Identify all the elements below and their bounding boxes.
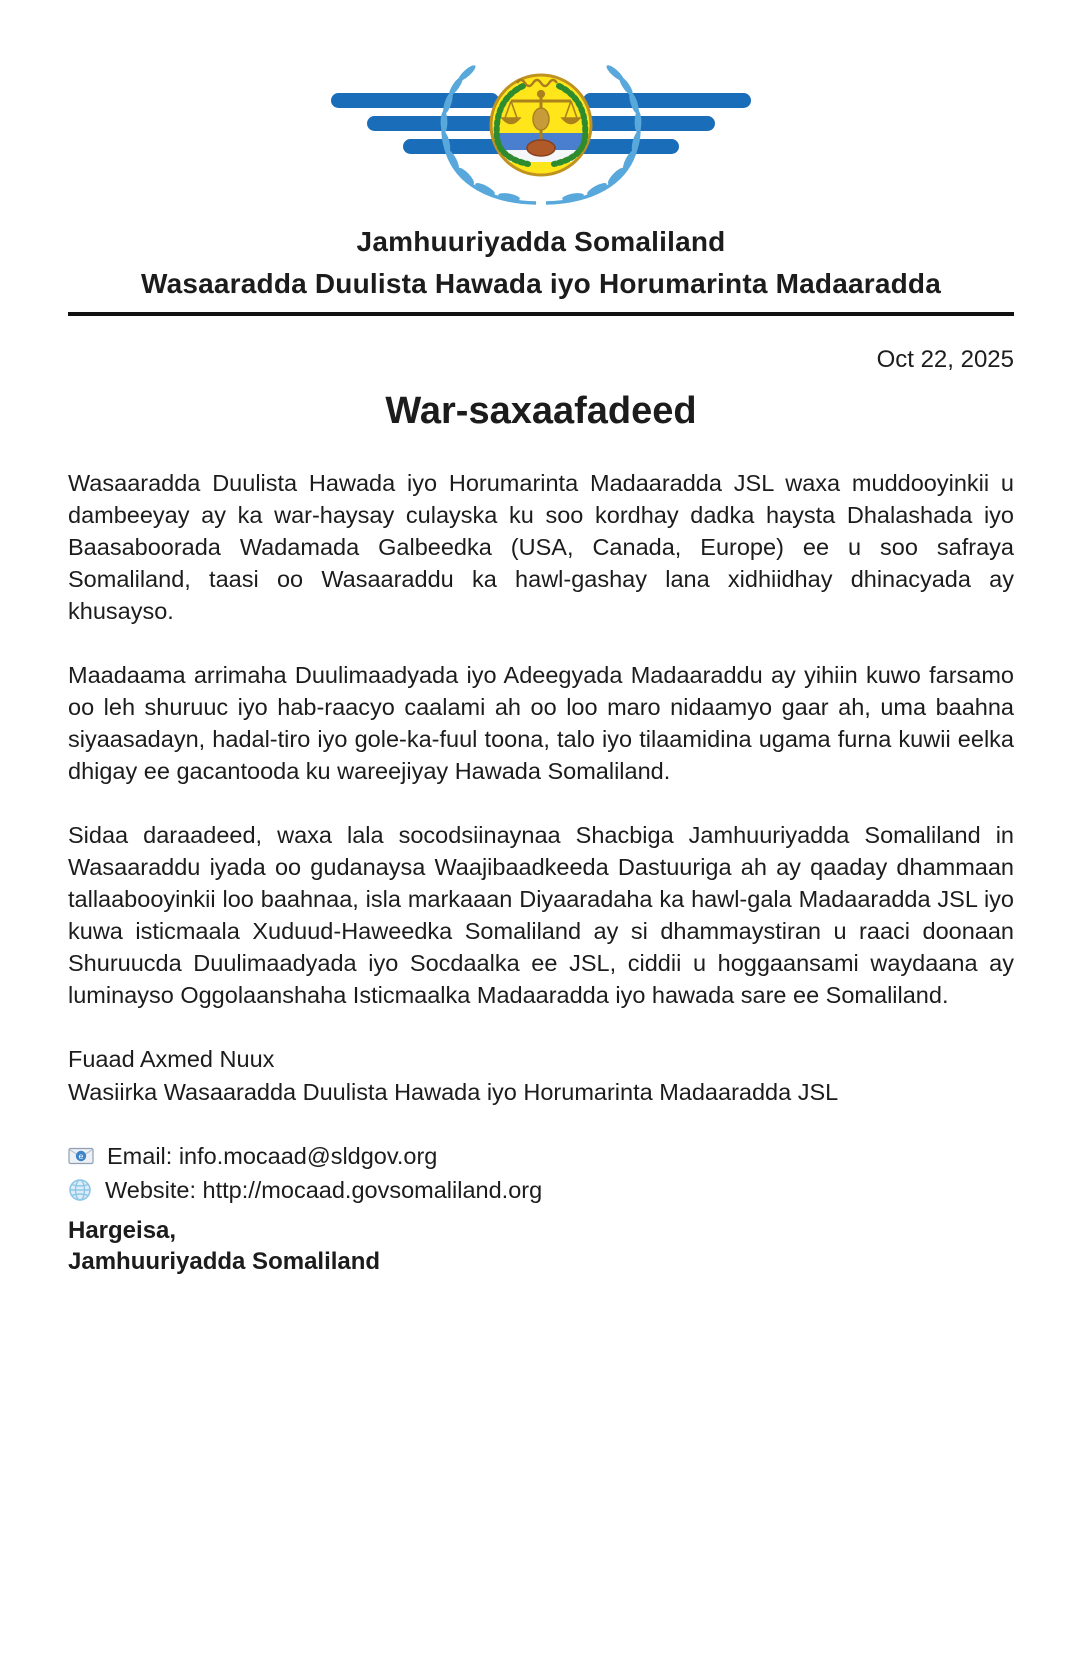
aviation-wings-emblem-icon: [331, 55, 751, 205]
envelope-icon: [68, 1146, 94, 1166]
header-divider: [68, 312, 1014, 316]
svg-text:e: e: [78, 1151, 84, 1161]
location-block: [68, 1215, 1014, 1277]
page-title: War-saxaafadeed: [385, 390, 697, 432]
location-country: Jamhuuriyadda Somaliland: [68, 1248, 381, 1275]
contact-block: [68, 1139, 1014, 1207]
press-release-body: [68, 467, 1014, 1011]
website-row: [68, 1173, 1014, 1207]
org-name-line2: Wasaaradda Duulista Hawada iyo Horumarinta Madaaradda: [140, 268, 941, 299]
website-text: Website: http://mocaad.govsomaliland.org: [105, 1177, 543, 1203]
paragraph-1: Wasaaradda Duulista Hawada iyo Horumarinta Madaaradda JSL waxa muddooyinkii u dambeeyay ay ka war-haysay culayska ku soo kordhay dadka haysta Dhalashada iyo Baasaboorada Wadamada Galbeedka (USA, Canada, Europe) ee u soo safraya Somaliland, taasi oo Wasaaraddu ka hawl-gashay lana xidhiidhay dhinacyada ay khusayso.: [68, 470, 1014, 624]
date-line: Oct 22, 2025: [876, 346, 1014, 373]
signatory-name: Fuaad Axmed Nuux: [68, 1046, 275, 1072]
paragraph-2: Maadaama arrimaha Duulimaadyada iyo Adeegyada Madaaraddu ay yihiin kuwo farsamo oo leh shuruuc iyo hab-raacyo caalami ah oo loo maro nidaamyo gaar ah, uma baahna siyaasadayn, hadal-tiro iyo gole-ka-fuul toona, talo iyo tilaamidina ugama furna kuwii eelka dhigay ee gacantooda ku wareejiyay Hawada Somaliland.: [68, 662, 1014, 784]
clasped-hands-mark: [527, 140, 555, 156]
location-city: Hargeisa,: [68, 1217, 177, 1244]
signature-block: [68, 1043, 1014, 1109]
signatory-role: Wasiirka Wasaaradda Duulista Hawada iyo Horumarinta Madaaradda JSL: [68, 1079, 839, 1105]
org-name-line1: Jamhuuriyadda Somaliland: [356, 226, 726, 257]
globe-icon: [68, 1178, 92, 1202]
email-row: [68, 1139, 1014, 1173]
paragraph-3: Sidaa daraadeed, waxa lala socodsiinaynaa Shacbiga Jamhuuriyadda Somaliland in Wasaaraddu iyada oo gudanaysa Waajibaadkeeda Dastuuriga ah ay qaaday dhammaan tallaabooyinkii loo baahnaa, isla markaaan Diyaaradaha ka hawl-gala Madaaradda JSL iyo kuwa isticmaala Xuduud-Haweedka Somaliland ay si dhammaystiran u raaci doonaan Shuruucda Duulimaadyada iyo Socdaalka ee JSL, ciddii u hoggaansami waydaana ay luminayso Oggolaanshaha Isticmaalka Madaaradda iyo hawada sare ee Somaliland.: [68, 822, 1014, 1008]
ministry-logo: [331, 55, 751, 210]
email-text: Email: info.mocaad@sldgov.org: [107, 1143, 438, 1169]
